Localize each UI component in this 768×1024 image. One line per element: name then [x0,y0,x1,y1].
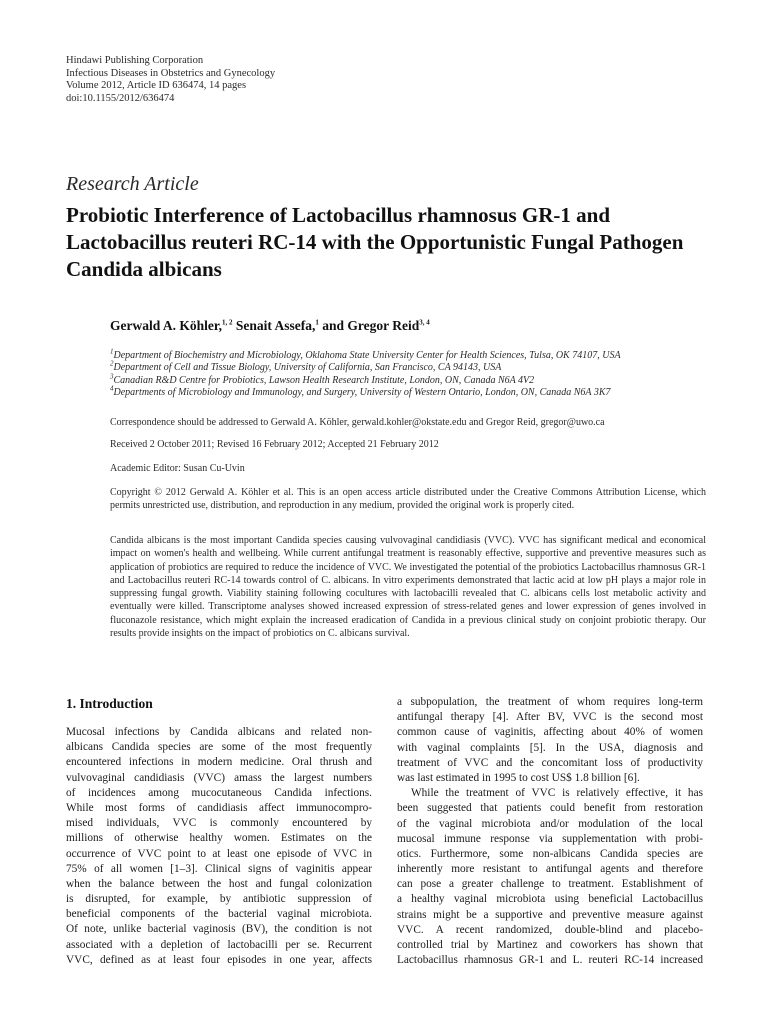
text-line: VVC. A recent randomized, double-blind and placebo- [397,923,703,936]
text-line: when the balance between the host and fungal colonization [66,877,372,890]
text-line: treatment of VVC and the concomitant loss of productivity [397,756,703,769]
text-line: Of note, unlike bacterial vaginosis (BV), the condition is not [66,923,372,936]
publisher: Hindawi Publishing Corporation [66,55,204,66]
text-line: millions of otherwise healthy women. Estimates on the [66,832,372,845]
text-line: been suggested that patients could benefit from restoration [397,802,703,815]
text-line: occurrence of VVC point to at least one episode of VVC in [66,847,372,860]
text-line: otics. Furthermore, some non-albicans Candida species are [397,847,703,860]
affiliation: $^2$Department of Cell and Tissue Biology, University of California, San Francisco, CA 94143, USA [110,360,502,374]
volume-info: Volume 2012, Article ID 636474, 14 pages [66,80,247,91]
affiliation: $^1$Department of Biochemistry and Microbiology, Oklahoma State University Center for Health Sciences, Tulsa, OK 74107, USA [110,347,621,361]
affiliation: $^4$Departments of Microbiology and Immunology, and Surgery, University of Western Ontario, London, ON, Canada N6A 3K7 [110,384,611,399]
text-line: mucosal immune response via supplementation with probi- [397,832,703,845]
text-line: While most forms of candidiasis affect immunocompro- [66,801,372,814]
text-line: vulvovaginal candidiasis (VVC) amass the largest numbers [66,771,372,784]
abstract: Candida albicans is the most important Candida species causing vulvovaginal candidiasis (VVC). VVC has significant medical and economical impact on women's health and wellbeing. While current antifungal treatment is reasonably effective, supportive and preventive measures such as application of probiotics are required to reduce the incidence of VVC. We investigated the potential of the probiotics Lactobacillus rhamnosus GR-1 and Lactobacillus reuteri RC-14 towards control of C. albicans. In vitro experiments demonstrated that lactic acid at low pH plays a major role in suppressing fungal growth. Viability staining following cocultures with lactobacilli revealed that C. albicans cells lost metabolic activity and eventually were killed. Transcriptome analyses showed increased expression of stress-related genes and lower expression of genes involved in fluconazole resistance, which might explain the increased eradication of Candida in a previous clinical study on conjoint probiotic therapy. Our results provide insights on the impact of probiotics on C. albicans survival. [110,535,706,640]
received-dates: Received 2 October 2011; Revised 16 February 2012; Accepted 21 February 2012 [110,439,439,450]
text-line: antifungal therapy [4]. After BV, VVC is the second most [397,711,703,724]
left-column [66,725,372,968]
doi: doi:10.1155/2012/636474 [66,92,175,104]
text-line: of the vaginal microbiota and/or modulation of the local [397,817,703,830]
academic-editor: Academic Editor: Susan Cu-Uvin [110,463,245,474]
text-line: mised individuals, VVC is commonly encountered by [66,817,372,830]
article-type: Research Article [66,173,199,195]
text-line: was last estimated in 1995 to cost US$ 1.8 billion [6]. [397,771,640,784]
text-line: strains might be a supportive and preventive measure against [397,908,703,921]
text-line: encountered infections in modern medicine. Oral thrush and [66,756,372,769]
journal-name: Infectious Diseases in Obstetrics and Gynecology [66,67,276,79]
author: and Gregor Reid [322,318,420,333]
author-list: Gerwald A. Köhler,$^{1, 2}$ Senait Assefa,$^1$ and Gregor Reid$^{3, 4}$ [110,318,430,333]
right-column [397,695,703,968]
affiliation: $^3$Canadian R&D Centre for Probiotics, Lawson Health Research Institute, London, ON, Canada N6A 4V2 [110,372,535,386]
text-line: Mucosal infections by Candida albicans and related non- [66,726,372,738]
author: Gerwald A. Köhler, [110,318,223,333]
text-line: common cause of vaginitis, affecting about 40% of women [397,726,703,739]
text-line: of incidences among mucocutaneous Candida infections. [66,786,372,799]
text-line: associated with a depletion of lactobacilli per se. Recurrent [66,938,372,951]
text-line: beneficial components of the bacterial vaginal microbiota. [66,908,372,921]
text-line: a subpopulation, the treatment of whom requires long-term [397,696,703,708]
text-line: albicans Candida species are some of the most frequently [66,741,372,754]
text-line: controlled trial by Martinez and coworkers has shown that [397,939,703,951]
text-line: is disrupted, for example, by antibiotic suppression of [66,893,372,906]
text-line: While the treatment of VVC is relatively effective, it has [411,787,703,800]
author: Senait Assefa, [235,318,316,333]
text-line: Lactobacillus rhamnosus GR-1 and L. reuteri RC-14 increased [397,954,703,967]
text-line: inherently more resistant to antifungal agents and therefore [397,863,703,876]
text-line: 75% of all women [1–3]. Clinical signs of vaginitis appear [66,862,372,875]
text-line: with vaginal complaints [5]. In the USA, diagnosis and [397,741,703,754]
article-title: Probiotic Interference of Lactobacillus rhamnosus GR-1 and Lactobacillus reuteri RC-14 with the Opportunistic Fungal Pathogen Candida albicans [66,203,684,281]
section-heading: 1. Introduction [66,696,153,711]
text-line: VVC, defined as at least four episodes in one year, affects [66,953,372,966]
text-line: a healthy vaginal microbiota using beneficial Lactobacillus [397,893,703,906]
correspondence: Correspondence should be addressed to Gerwald A. Köhler, gerwald.kohler@okstate.edu and Gregor Reid, gregor@uwo.ca [110,417,605,428]
journal-header [66,55,275,105]
affiliations [110,347,621,400]
copyright-notice: Copyright © 2012 Gerwald A. Köhler et al. This is an open access article distributed under the Creative Commons Attribution License, which permits unrestricted use, distribution, and reproduction in any medium, provided the original work is properly cited. [110,487,706,512]
text-line: can pose a greater challenge to treatment. Establishment of [397,878,703,891]
